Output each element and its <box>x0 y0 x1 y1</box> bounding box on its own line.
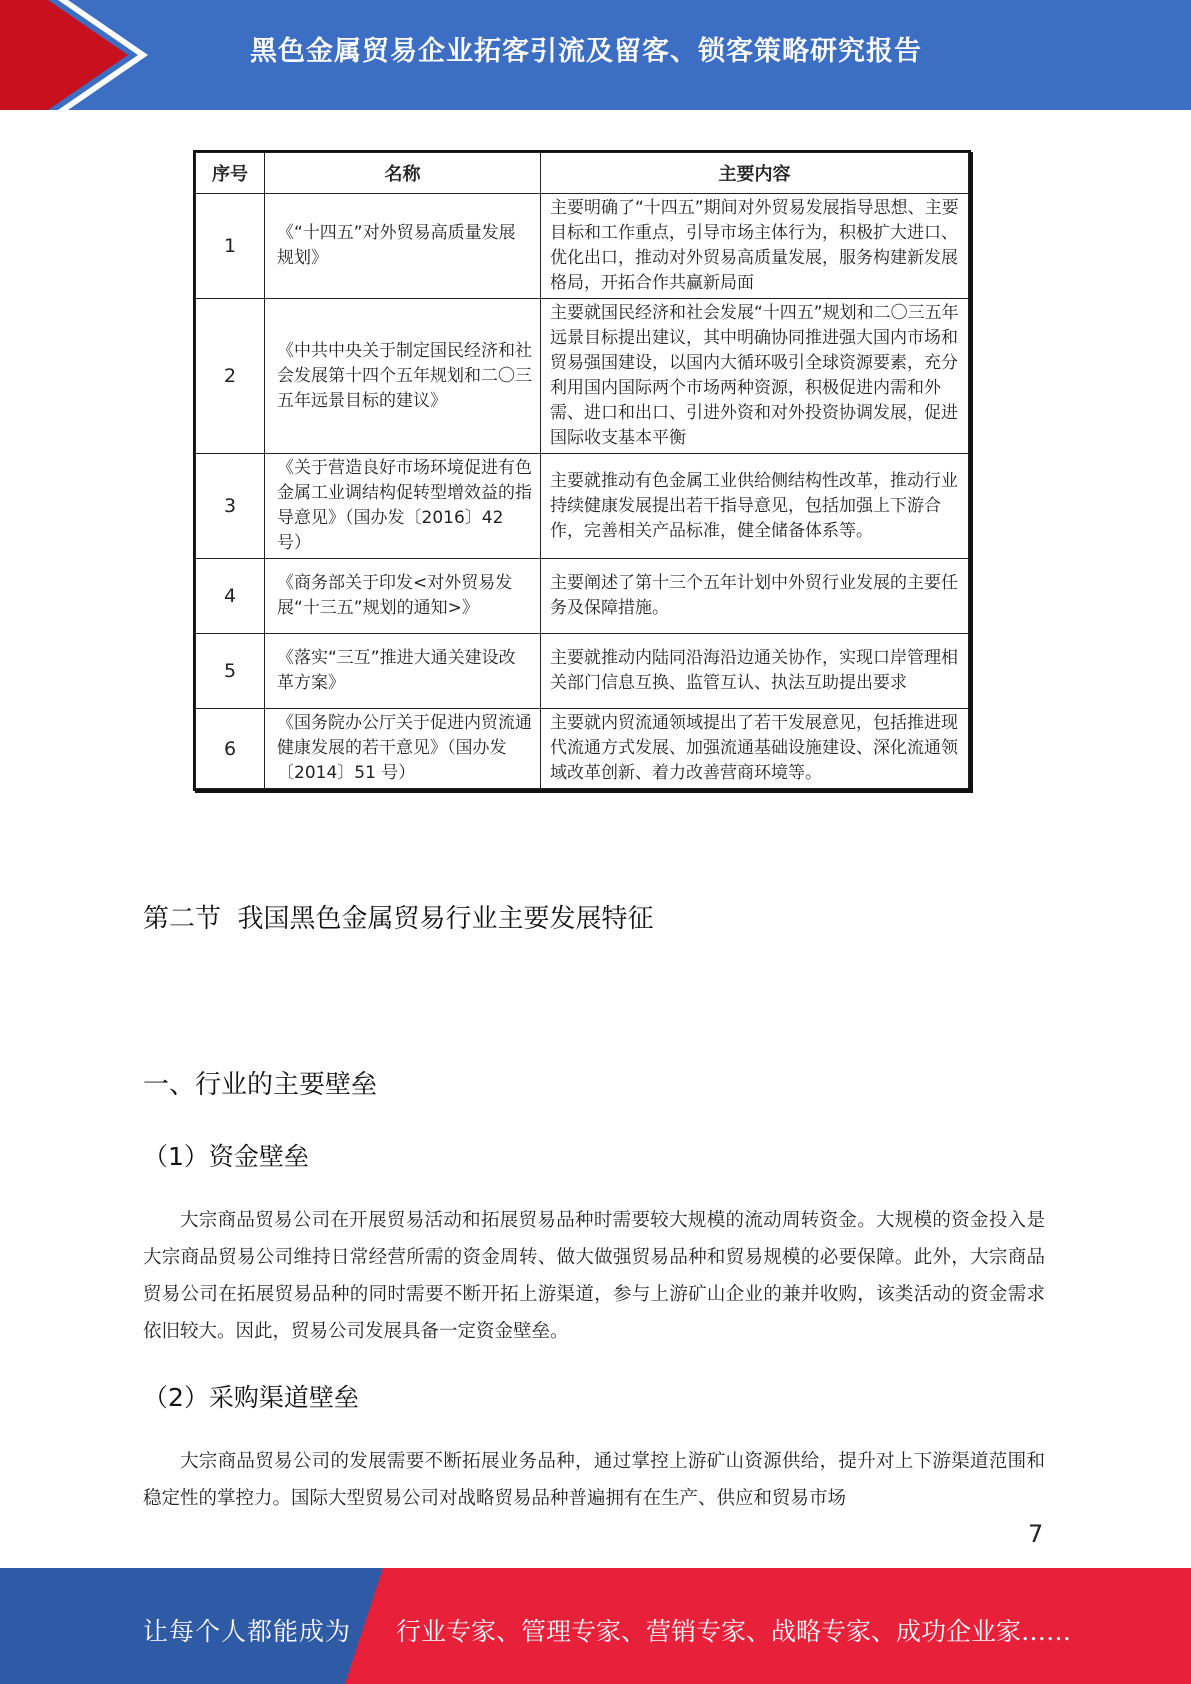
row-content: 主要就内贸流通领域提出了若干发展意见，包括推进现代流通方式发展、加强流通基础设施建设、深化流通领域改革创新、着力改善营商环境等。 <box>541 709 969 789</box>
table-row <box>196 299 969 454</box>
footer-slogan-left: 让每个人都能成为 <box>143 1617 352 1646</box>
row-name: 《关于营造良好市场环境促进有色金属工业调结构促转型增效益的指导意见》（国办发〔2016〕42 号） <box>265 454 541 559</box>
column-header-name: 名称 <box>265 153 541 194</box>
policy-table <box>193 150 971 791</box>
row-name: 《“十四五”对外贸易高质量发展规划》 <box>265 194 541 299</box>
row-number: 5 <box>196 634 265 709</box>
row-number: 1 <box>196 194 265 299</box>
table-row <box>196 454 969 559</box>
row-name: 《国务院办公厅关于促进内贸流通健康发展的若干意见》（国办发〔2014〕51 号） <box>265 709 541 789</box>
row-number: 2 <box>196 299 265 454</box>
table-row <box>196 194 969 299</box>
table-row <box>196 634 969 709</box>
procurement-barrier-paragraph: 大宗商品贸易公司的发展需要不断拓展业务品种，通过掌控上游矿山资源供给，提升对上下游渠道范围和稳定性的掌控力。国际大型贸易公司对战略贸易品种普遍拥有在生产、供应和贸易市场 <box>143 1451 1045 1509</box>
capital-barrier-heading: （1）资金壁垒 <box>143 1142 309 1171</box>
row-content: 主要阐述了第十三个五年计划中外贸行业发展的主要任务及保障措施。 <box>541 559 969 634</box>
table-header-row <box>196 153 969 194</box>
page-number: 7 <box>1028 1520 1044 1548</box>
row-number: 6 <box>196 709 265 789</box>
row-name: 《商务部关于印发<对外贸易发展“十三五”规划的通知>》 <box>265 559 541 634</box>
row-name: 《中共中央关于制定国民经济和社会发展第十四个五年规划和二〇三五年远景目标的建议》 <box>265 299 541 454</box>
procurement-barrier-heading: （2）采购渠道壁垒 <box>143 1383 359 1412</box>
row-content: 主要明确了“十四五”期间对外贸易发展指导思想、主要目标和工作重点，引导市场主体行为，积极扩大进口、优化出口，推动对外贸易高质量发展，服务构建新发展格局，开拓合作共赢新局面 <box>541 194 969 299</box>
row-number: 4 <box>196 559 265 634</box>
header-title: 黑色金属贸易企业拓客引流及留客、锁客策略研究报告 <box>250 36 922 67</box>
section-heading: 第二节 我国黑色金属贸易行业主要发展特征 <box>143 904 654 934</box>
row-name: 《落实“三互”推进大通关建设改革方案》 <box>265 634 541 709</box>
row-content: 主要就推动有色金属工业供给侧结构性改革，推动行业持续健康发展提出若干指导意见，包括加强上下游合作，完善相关产品标准，健全储备体系等。 <box>541 454 969 559</box>
header-arrow-red <box>0 0 128 110</box>
header-band <box>0 0 1191 110</box>
table-row <box>196 709 969 789</box>
footer-slogan-right: 行业专家、管理专家、营销专家、战略专家、成功企业家…… <box>396 1617 1072 1646</box>
row-content: 主要就推动内陆同沿海沿边通关协作，实现口岸管理相关部门信息互换、监管互认、执法互助提出要求 <box>541 634 969 709</box>
row-number: 3 <box>196 454 265 559</box>
table-row <box>196 559 969 634</box>
capital-barrier-paragraph: 大宗商品贸易公司在开展贸易活动和拓展贸易品种时需要较大规模的流动周转资金。大规模的资金投入是大宗商品贸易公司维持日常经营所需的资金周转、做大做强贸易品种和贸易规模的必要保障。此外，大宗商品贸易公司在拓展贸易品种的同时需要不断开拓上游渠道，参与上游矿山企业的兼并收购，该类活动的资金需求依旧较大。因此，贸易公司发展具备一定资金壁垒。 <box>143 1210 1045 1342</box>
column-header-no: 序号 <box>196 153 265 194</box>
column-header-content: 主要内容 <box>541 153 969 194</box>
row-content: 主要就国民经济和社会发展“十四五”规划和二〇三五年远景目标提出建议，其中明确协同推进强大国内市场和贸易强国建设，以国内大循环吸引全球资源要素，充分利用国内国际两个市场两种资源，积极促进内需和外需、进口和出口、引进外资和对外投资协调发展，促进国际收支基本平衡 <box>541 299 969 454</box>
part-one-heading: 一、行业的主要壁垒 <box>143 1070 378 1100</box>
